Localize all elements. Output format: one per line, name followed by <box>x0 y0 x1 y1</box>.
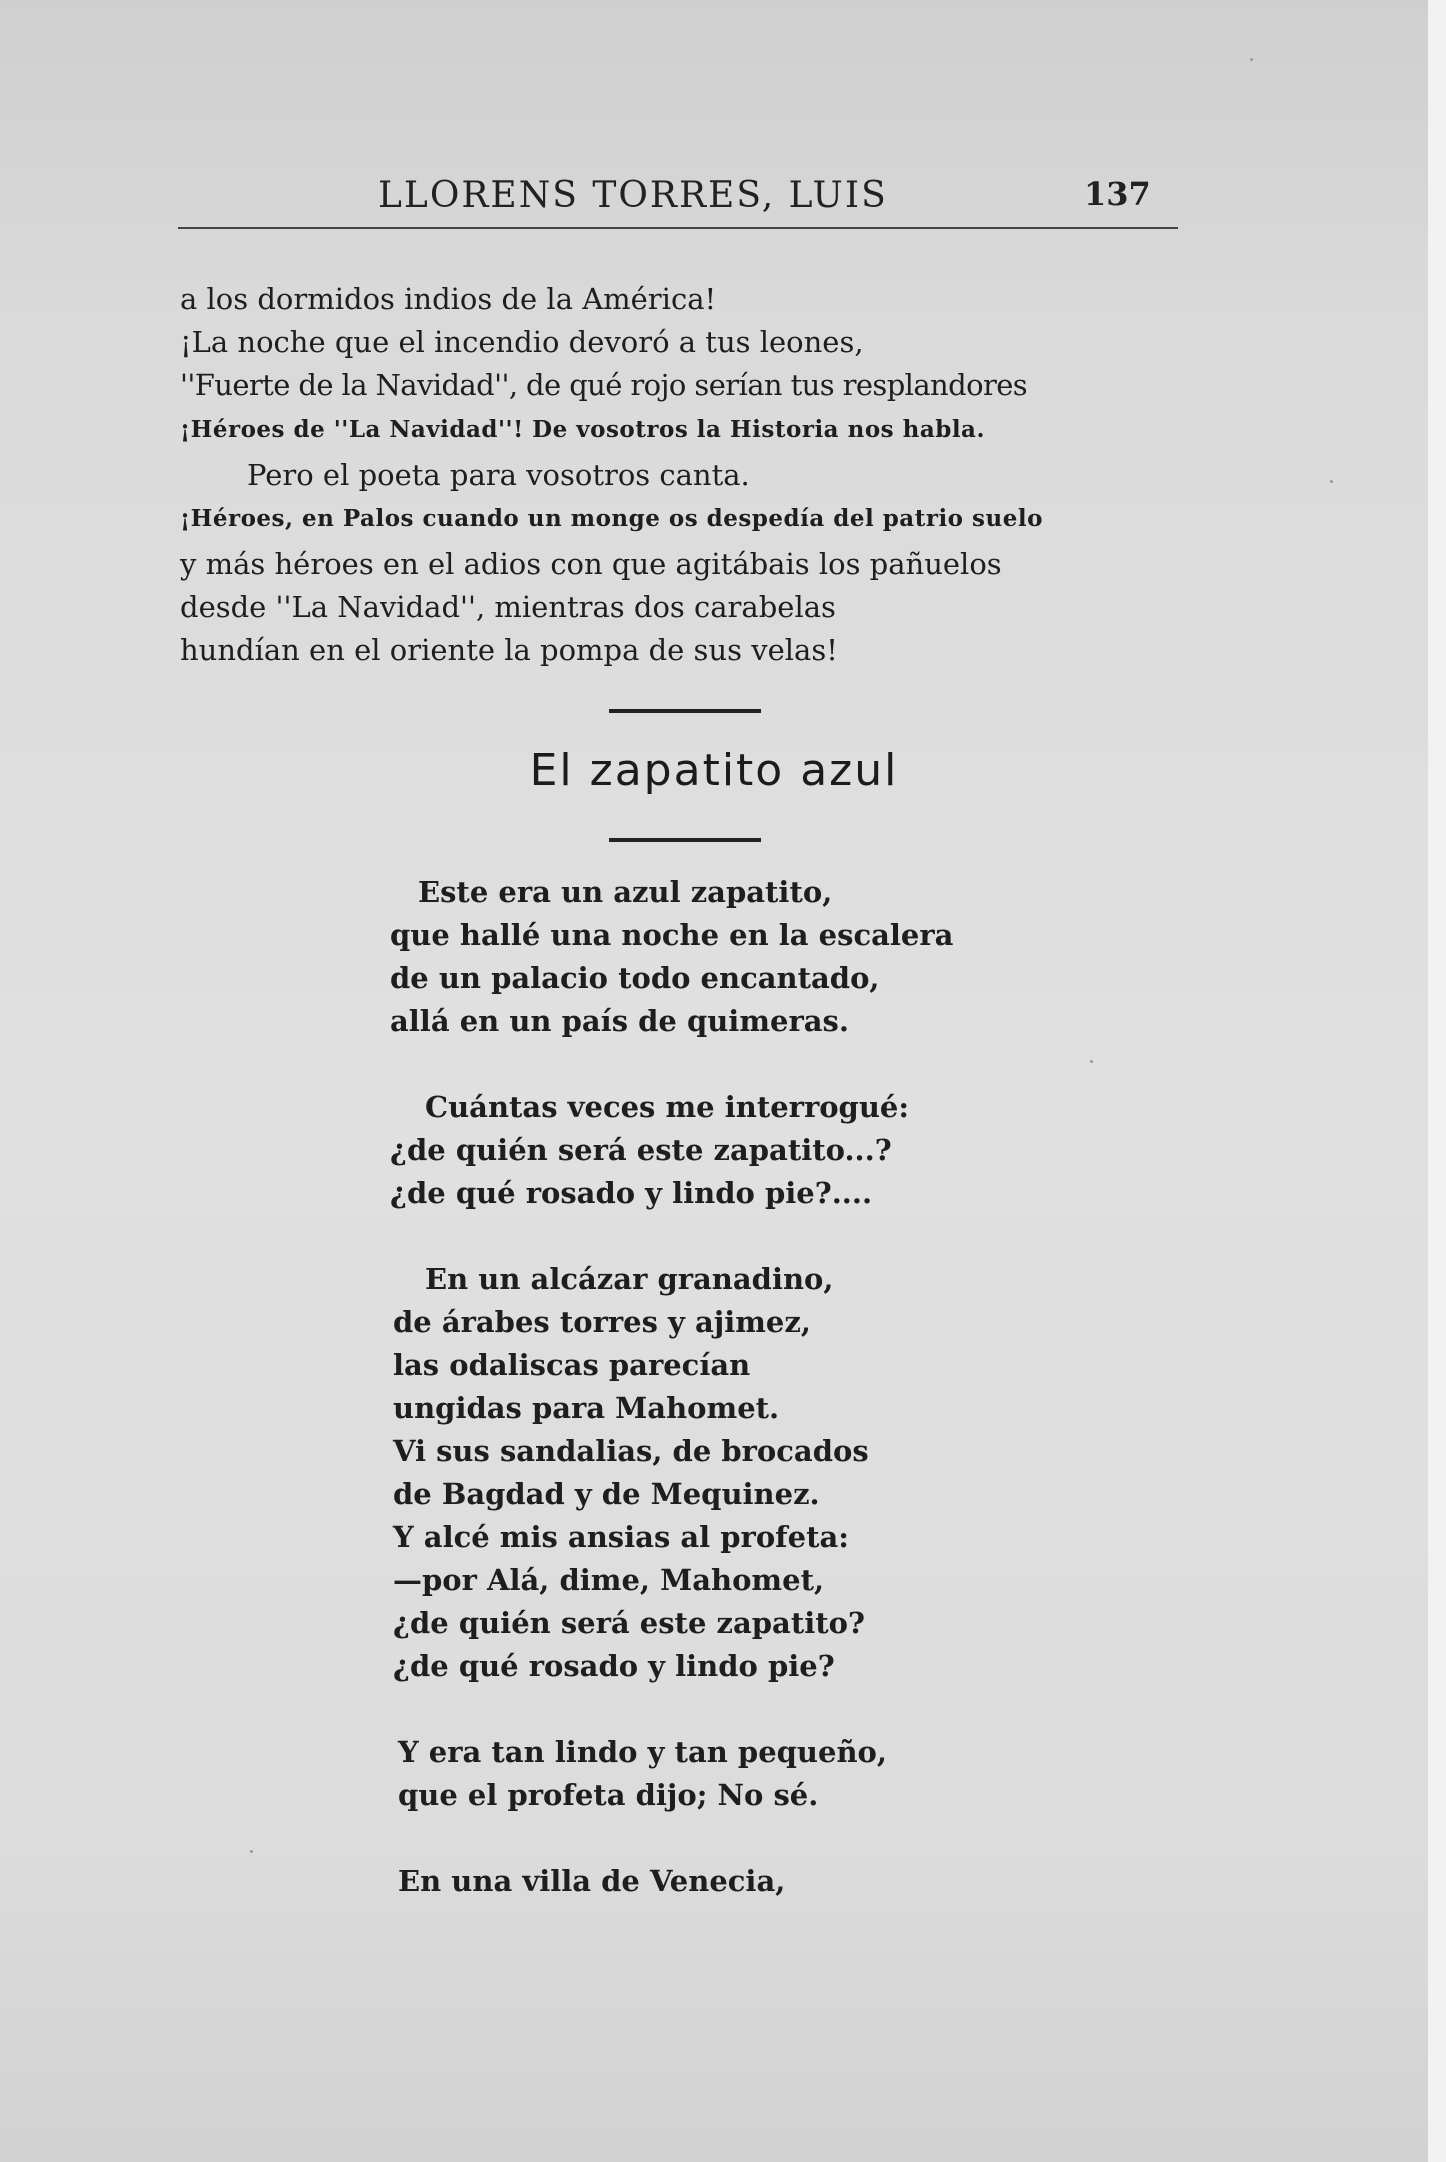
verse-line: Este era un azul zapatito, <box>418 875 833 909</box>
page-edge <box>1428 0 1446 2162</box>
verse-line: ¿de qué rosado y lindo pie?.... <box>390 1176 873 1210</box>
scan-speck <box>1250 58 1253 61</box>
verse-line: las odaliscas parecían <box>393 1348 751 1382</box>
prose-line: ¡La noche que el incendio devoró a tus leones, <box>180 325 864 359</box>
prose-line: ¡Héroes de ''La Navidad''! De vosotros la Historia nos habla. <box>180 416 985 443</box>
verse-line: de un palacio todo encantado, <box>390 961 880 995</box>
verse-line: Y alcé mis ansias al profeta: <box>393 1520 849 1554</box>
page-number: 137 <box>1084 175 1151 213</box>
verse-line: ¿de quién será este zapatito? <box>393 1606 865 1640</box>
running-header <box>178 175 1178 227</box>
verse-line: Y era tan lindo y tan pequeño, <box>398 1735 887 1769</box>
scan-speck <box>1330 480 1333 483</box>
title-rule-bottom <box>609 838 761 842</box>
scan-speck <box>1090 1060 1093 1063</box>
verse-line: Cuántas veces me interrogué: <box>425 1090 910 1124</box>
verse-line: —por Alá, dime, Mahomet, <box>393 1563 825 1597</box>
verse-line: Vi sus sandalias, de brocados <box>393 1434 869 1468</box>
scan-speck <box>250 1850 253 1853</box>
prose-line: ¡Héroes, en Palos cuando un monge os despedía del patrio suelo <box>180 505 1043 532</box>
title-rule-top <box>609 709 761 713</box>
verse-line: ¿de qué rosado y lindo pie? <box>393 1649 835 1683</box>
verse-line: En un alcázar granadino, <box>425 1262 834 1296</box>
prose-line: Pero el poeta para vosotros canta. <box>247 458 750 492</box>
header-rule <box>178 227 1178 229</box>
prose-line: desde ''La Navidad'', mientras dos carabelas <box>180 590 836 624</box>
prose-line: a los dormidos indios de la América! <box>180 282 717 316</box>
prose-line: y más héroes en el adios con que agitábais los pañuelos <box>180 547 1002 581</box>
verse-line: de árabes torres y ajimez, <box>393 1305 811 1339</box>
header-author: LLORENS TORRES, LUIS <box>378 175 888 216</box>
verse-line: allá en un país de quimeras. <box>390 1004 849 1038</box>
prose-line: hundían en el oriente la pompa de sus velas! <box>180 633 838 667</box>
verse-line: ungidas para Mahomet. <box>393 1391 780 1425</box>
verse-line: En una villa de Venecia, <box>398 1864 786 1898</box>
poem-title: El zapatito azul <box>529 745 899 796</box>
prose-line: ''Fuerte de la Navidad'', de qué rojo serían tus resplandores <box>180 368 1028 402</box>
verse-line: que el profeta dijo; No sé. <box>398 1778 819 1812</box>
verse-line: de Bagdad y de Mequinez. <box>393 1477 820 1511</box>
verse-line: ¿de quién será este zapatito...? <box>390 1133 892 1167</box>
verse-line: que hallé una noche en la escalera <box>390 918 954 952</box>
